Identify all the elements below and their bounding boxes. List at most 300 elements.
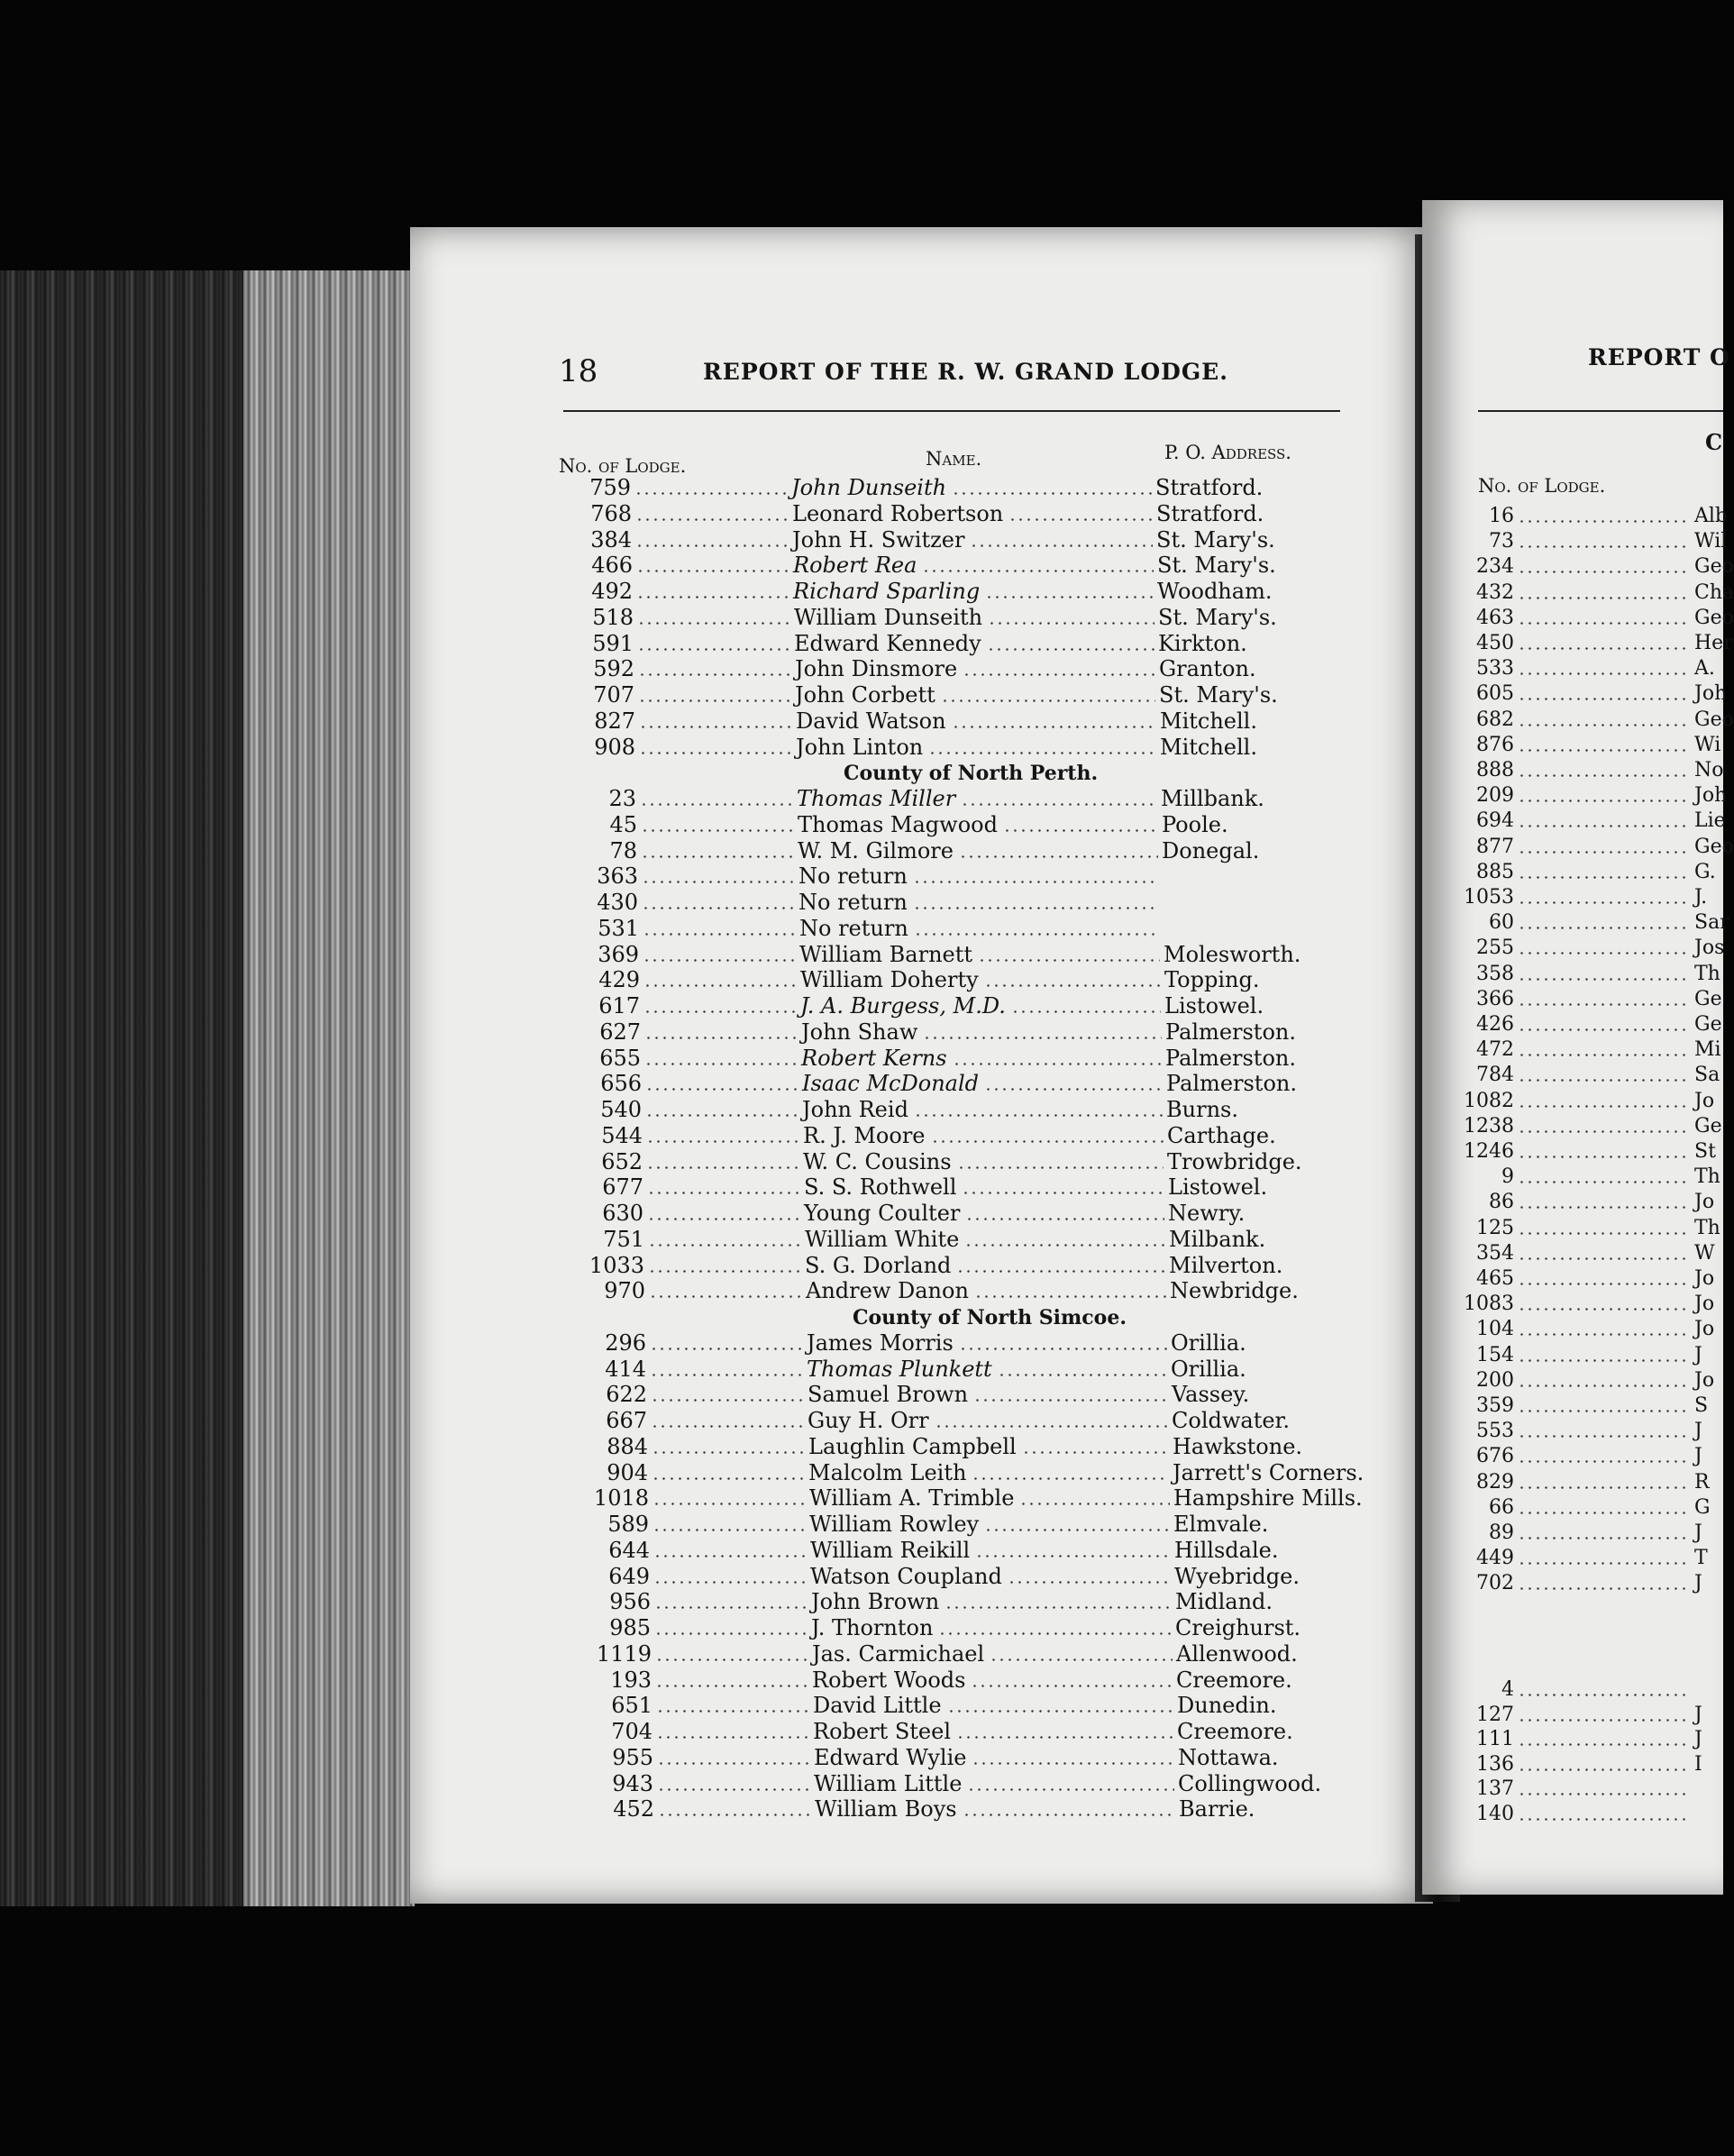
post-office-address: Trowbridge. — [1167, 1148, 1302, 1174]
facing-running-title: REPORT O — [1588, 344, 1730, 370]
facing-member-name: Wil — [1694, 530, 1728, 553]
lodge-entry — [569, 1046, 1416, 1071]
facing-lodge-entry — [1451, 1293, 1723, 1316]
dot-leader — [953, 1063, 1162, 1065]
facing-member-name: Sa — [1694, 1064, 1720, 1087]
facing-lodge-number: 358 — [1476, 962, 1514, 985]
facing-member-name: J — [1694, 1445, 1702, 1468]
facing-member-name: Jo — [1694, 1267, 1715, 1290]
lodge-number: 622 — [606, 1382, 647, 1408]
facing-lodge-number: 450 — [1476, 632, 1514, 654]
member-name: Thomas Plunkett — [807, 1356, 992, 1382]
facing-lodge-number: 682 — [1476, 708, 1514, 731]
lodge-number: 827 — [594, 708, 635, 734]
facing-member-name: St — [1694, 1140, 1716, 1163]
lodge-number: 630 — [602, 1201, 643, 1226]
dot-leader — [935, 1425, 1168, 1428]
facing-member-name: Cha — [1694, 580, 1734, 604]
lodge-number: 369 — [598, 941, 639, 967]
dot-leader — [654, 1606, 808, 1609]
member-name: John Linton — [796, 734, 924, 760]
lodge-entry — [572, 1227, 1419, 1252]
dot-leader — [1518, 1512, 1691, 1514]
dot-leader — [1518, 1257, 1691, 1260]
facing-lodge-number: 16 — [1489, 505, 1514, 527]
lodge-number: 985 — [609, 1615, 651, 1640]
lodge-number: 296 — [605, 1329, 646, 1356]
dot-leader — [984, 1529, 1170, 1531]
dot-leader — [990, 1658, 1173, 1661]
facing-lodge-number: 694 — [1476, 809, 1514, 833]
post-office-address: Milverton. — [1169, 1252, 1283, 1278]
dot-leader — [1518, 825, 1691, 827]
lodge-number: 1033 — [589, 1252, 644, 1278]
dot-leader — [650, 1348, 803, 1350]
lodge-entry — [563, 708, 1410, 734]
lodge-entry — [566, 863, 1413, 889]
dot-leader — [643, 1010, 797, 1013]
member-name: William Dunseith — [794, 604, 983, 630]
facing-lodge-entry — [1451, 632, 1733, 655]
facing-member-name: Joh — [1694, 784, 1728, 808]
facing-member-name: Geo — [1694, 835, 1734, 858]
facing-header-rule — [1478, 410, 1723, 412]
dot-leader — [1019, 1503, 1170, 1505]
facing-lodge-entry — [1451, 1242, 1723, 1265]
facing-lodge-entry — [1451, 657, 1723, 681]
lodge-number: 592 — [593, 656, 634, 682]
facing-lodge-number: 1083 — [1464, 1293, 1514, 1316]
facing-lodge-number: 359 — [1476, 1394, 1514, 1417]
post-office-address: Milbank. — [1169, 1226, 1266, 1252]
dot-leader — [1518, 1130, 1691, 1133]
facing-lodge-entry — [1451, 1267, 1723, 1291]
dot-leader — [634, 492, 788, 495]
facing-member-name: A. — [1694, 657, 1715, 681]
dot-leader — [638, 673, 791, 676]
member-name: William White — [805, 1226, 960, 1252]
lodge-entry — [570, 1123, 1418, 1148]
facing-lodge-entry — [1451, 1753, 1723, 1777]
member-name: John H. Switzer — [792, 526, 965, 553]
lodge-number: 651 — [611, 1693, 653, 1719]
dot-leader — [1518, 1587, 1691, 1590]
lodge-number: 667 — [606, 1408, 647, 1433]
facing-lodge-entry — [1451, 1344, 1723, 1367]
dot-leader — [1008, 518, 1153, 521]
member-name: Malcolm Leith — [808, 1459, 967, 1485]
dot-leader — [972, 1762, 1174, 1765]
facing-member-name: T — [1694, 1547, 1708, 1570]
member-name: Thomas Magwood — [798, 811, 998, 837]
lodge-entry — [568, 967, 1415, 992]
dot-leader — [1518, 1768, 1691, 1771]
lodge-entry — [577, 1512, 1424, 1537]
member-name: J. Thornton — [811, 1615, 934, 1640]
dot-leader — [1518, 1410, 1691, 1412]
facing-lodge-number: 154 — [1476, 1343, 1514, 1366]
dot-leader — [959, 855, 1158, 858]
dot-leader — [947, 1710, 1173, 1713]
facing-lodge-entry — [1451, 1572, 1723, 1595]
facing-lodge-entry — [1451, 809, 1726, 833]
dot-leader — [984, 1088, 1163, 1091]
dot-leader — [965, 1218, 1164, 1220]
dot-leader — [963, 1813, 1175, 1816]
dot-leader — [1518, 1460, 1691, 1463]
facing-lodge-entry — [1451, 835, 1734, 859]
facing-lodge-number: 877 — [1476, 835, 1514, 858]
facing-member-name: W — [1694, 1241, 1715, 1265]
post-office-address: Midland. — [1175, 1589, 1273, 1615]
dot-leader — [653, 1581, 807, 1584]
member-name: Robert Woods — [812, 1667, 966, 1693]
lodge-number: 193 — [610, 1667, 652, 1693]
lodge-entry — [567, 942, 1414, 967]
dot-leader — [637, 622, 790, 625]
facing-member-name: Geo — [1694, 606, 1734, 629]
member-name: Laughlin Campbell — [808, 1433, 1017, 1459]
lodge-entry — [564, 786, 1411, 811]
dot-leader — [956, 1270, 1165, 1273]
facing-lodge-number: 876 — [1476, 733, 1514, 756]
post-office-address: Newbridge. — [1170, 1278, 1299, 1304]
member-name: S. S. Rothwell — [804, 1174, 957, 1201]
dot-leader — [963, 673, 1155, 676]
facing-lodge-number: 432 — [1476, 580, 1514, 604]
dot-leader — [1518, 1283, 1691, 1285]
post-office-address: Collingwood. — [1178, 1770, 1322, 1796]
facing-lodge-number: 885 — [1476, 860, 1514, 883]
post-office-address: Woodham. — [1157, 579, 1273, 604]
facing-lodge-entry — [1451, 1803, 1723, 1826]
member-name: James Morris — [807, 1329, 954, 1356]
facing-lodge-number: 784 — [1476, 1064, 1514, 1087]
post-office-address: Coldwater. — [1172, 1408, 1291, 1433]
dot-leader — [1518, 597, 1691, 599]
lodge-number: 45 — [609, 811, 637, 837]
facing-lodge-entry — [1451, 1318, 1723, 1341]
dot-leader — [1518, 1818, 1691, 1821]
dot-leader — [971, 1685, 1173, 1687]
dot-leader — [922, 570, 1154, 572]
dot-leader — [654, 1632, 808, 1635]
facing-member-name: Ge — [1694, 987, 1722, 1010]
lodge-number: 970 — [604, 1278, 645, 1304]
facing-lodge-entry — [1451, 1496, 1723, 1520]
dot-leader — [1518, 1156, 1691, 1158]
dot-leader — [1518, 724, 1691, 726]
lodge-number: 768 — [590, 500, 632, 526]
dot-leader — [913, 907, 1159, 909]
lodge-entry — [567, 916, 1414, 941]
post-office-address: Topping. — [1164, 967, 1260, 993]
member-name: Thomas Miller — [797, 786, 956, 811]
facing-member-name: J — [1694, 1420, 1702, 1443]
facing-member-name: Sar — [1694, 911, 1729, 935]
member-name: Andrew Danon — [806, 1278, 969, 1304]
post-office-address: Jarrett's Corners. — [1173, 1459, 1364, 1485]
facing-lodge-entry — [1451, 963, 1723, 986]
lodge-entry — [565, 838, 1412, 863]
lodge-entry — [571, 1201, 1419, 1226]
facing-member-name: S — [1694, 1394, 1709, 1417]
lodge-number: 908 — [594, 734, 635, 760]
facing-member-name: Joh — [1694, 682, 1728, 706]
dot-leader — [644, 1063, 798, 1065]
dot-leader — [1518, 1079, 1691, 1082]
member-name: Isaac McDonald — [802, 1071, 979, 1097]
dot-leader — [1518, 952, 1691, 955]
member-name: John Brown — [811, 1589, 940, 1615]
facing-lodge-number: 111 — [1476, 1728, 1514, 1750]
facing-lodge-number: 366 — [1476, 987, 1514, 1010]
lodge-number: 589 — [607, 1512, 649, 1537]
post-office-address: Listowel. — [1164, 993, 1264, 1019]
dot-leader — [962, 1192, 1164, 1194]
lodge-number: 617 — [598, 993, 640, 1019]
facing-lodge-entry — [1451, 555, 1734, 579]
facing-member-name: J — [1694, 1703, 1702, 1726]
post-office-address: Orillia. — [1171, 1356, 1246, 1382]
lodge-entry — [581, 1771, 1428, 1796]
post-office-address: Burns. — [1166, 1097, 1238, 1122]
dot-leader — [1518, 1359, 1691, 1362]
facing-lodge-number: 104 — [1476, 1318, 1514, 1341]
running-title: REPORT OF THE R. W. GRAND LODGE. — [703, 359, 1228, 385]
dot-leader — [636, 570, 789, 572]
facing-lodge-entry — [1451, 1064, 1723, 1087]
facing-lodge-entry — [1451, 936, 1723, 960]
county-heading: County of North Simcoe. — [853, 1306, 1127, 1329]
dot-leader — [636, 596, 789, 598]
member-name: W. M. Gilmore — [798, 837, 954, 863]
dot-leader — [1518, 978, 1691, 981]
facing-lodge-number: 426 — [1476, 1013, 1514, 1036]
dot-leader — [998, 1374, 1167, 1376]
dot-leader — [647, 1218, 800, 1220]
dot-leader — [642, 881, 795, 883]
dot-leader — [923, 1037, 1162, 1039]
facing-member-name: J — [1694, 1728, 1702, 1750]
dot-leader — [938, 1632, 1172, 1635]
facing-lodge-entry — [1451, 606, 1734, 630]
lodge-entry — [574, 1357, 1421, 1382]
lodge-number: 644 — [608, 1537, 650, 1563]
member-name: William Reikill — [810, 1537, 971, 1563]
dot-leader — [1518, 927, 1691, 929]
dot-leader — [956, 1736, 1173, 1739]
county-heading: County of North Perth. — [844, 762, 1099, 786]
dot-leader — [952, 492, 1152, 495]
member-name: John Dunseith — [791, 475, 947, 500]
facing-lodge-entry — [1451, 1547, 1723, 1570]
facing-lodge-number: 676 — [1476, 1445, 1514, 1468]
dot-leader — [645, 1114, 799, 1117]
lodge-entry — [571, 1174, 1419, 1200]
post-office-address: Mitchell. — [1160, 734, 1257, 760]
facing-member-name: Jo — [1694, 1318, 1715, 1341]
lodge-number: 704 — [611, 1719, 653, 1744]
facing-lodge-entry — [1451, 911, 1729, 935]
dot-leader — [941, 699, 1155, 702]
post-office-address: Palmerston. — [1165, 1019, 1296, 1045]
book-page-edges — [0, 270, 415, 1906]
facing-lodge-entry — [1451, 861, 1723, 884]
dot-leader — [1518, 876, 1691, 879]
dot-leader — [648, 1244, 801, 1247]
facing-member-name: Geo — [1694, 555, 1734, 579]
dot-leader — [1518, 799, 1691, 802]
dot-leader — [647, 1192, 800, 1194]
lodge-number: 78 — [609, 837, 637, 863]
post-office-address: Listowel. — [1168, 1174, 1268, 1201]
facing-member-name: Alb — [1694, 505, 1729, 527]
page-number: 18 — [559, 353, 598, 389]
lodge-number: 655 — [599, 1045, 641, 1071]
member-name: John Reid — [802, 1097, 908, 1122]
facing-lodge-entry — [1451, 505, 1729, 528]
dot-leader — [914, 933, 1160, 936]
dot-leader — [1518, 1694, 1691, 1696]
member-name: Robert Kerns — [801, 1045, 947, 1071]
facing-member-name: Th — [1694, 1216, 1720, 1239]
facing-lodge-entry — [1451, 1521, 1723, 1545]
facing-lodge-number: 1082 — [1464, 1089, 1514, 1112]
facing-lodge-number: 66 — [1489, 1495, 1514, 1519]
facing-lodge-entry — [1451, 734, 1723, 757]
dot-leader — [656, 1710, 809, 1713]
member-name: David Little — [813, 1693, 942, 1719]
facing-lodge-entry — [1451, 988, 1723, 1011]
facing-lodge-entry — [1451, 1369, 1723, 1393]
facing-lodge-number: 255 — [1476, 936, 1514, 960]
facing-member-name: Ge — [1694, 1114, 1722, 1137]
lodge-entry — [559, 475, 1406, 500]
facing-lodge-entry — [1451, 1704, 1723, 1727]
facing-member-name: Th — [1694, 1165, 1720, 1189]
dot-leader — [1518, 1054, 1691, 1056]
dot-leader — [1518, 1384, 1691, 1387]
lodge-number: 518 — [592, 604, 634, 630]
dot-leader — [651, 1425, 804, 1428]
dot-leader — [967, 1788, 1174, 1791]
dot-leader — [1518, 1028, 1691, 1031]
lodge-entry — [579, 1589, 1426, 1614]
lodge-entry — [570, 1071, 1417, 1096]
facing-lodge-number: 89 — [1489, 1521, 1514, 1544]
dot-leader — [657, 1788, 810, 1791]
dot-leader — [1011, 1010, 1161, 1013]
lodge-number: 492 — [591, 579, 633, 604]
lodge-number: 531 — [598, 915, 639, 941]
facing-member-name: Ge — [1694, 1013, 1722, 1036]
dot-leader — [972, 1477, 1169, 1480]
dot-leader — [642, 907, 795, 909]
facing-lodge-entry — [1451, 708, 1734, 732]
dot-leader — [1518, 901, 1691, 904]
dot-leader — [959, 1348, 1167, 1350]
facing-lodge-number: 1246 — [1464, 1140, 1514, 1163]
post-office-address: St. Mary's. — [1159, 682, 1278, 708]
dot-leader — [984, 984, 1161, 987]
dot-leader — [635, 518, 789, 521]
facing-lodge-number: 73 — [1489, 530, 1514, 553]
lodge-number: 656 — [600, 1071, 642, 1097]
lodge-number: 1018 — [593, 1485, 649, 1512]
dot-leader — [978, 959, 1160, 962]
lodge-entry — [581, 1745, 1428, 1770]
page-header — [559, 353, 1343, 389]
dot-leader — [928, 752, 1156, 754]
dot-leader — [640, 803, 793, 806]
lodge-number: 943 — [612, 1770, 653, 1796]
facing-member-name: J. — [1694, 886, 1708, 909]
post-office-address: Palmerston. — [1166, 1071, 1297, 1097]
dot-leader — [1518, 698, 1691, 700]
dot-leader — [1518, 571, 1691, 573]
facing-member-name: G. — [1694, 860, 1716, 883]
dot-leader — [985, 596, 1154, 598]
dot-leader — [1518, 851, 1691, 854]
post-office-address: Millbank. — [1161, 786, 1264, 811]
facing-member-name: No — [1694, 759, 1724, 781]
dot-leader — [1518, 1181, 1691, 1183]
lodge-entry — [575, 1382, 1422, 1407]
dot-leader — [650, 1374, 803, 1376]
dot-leader — [1518, 749, 1691, 752]
dot-leader — [638, 699, 791, 702]
dot-leader — [1518, 1003, 1691, 1006]
facing-lodge-entry — [1451, 1191, 1723, 1214]
lodge-number: 544 — [601, 1122, 643, 1148]
lodge-entry — [574, 1330, 1421, 1356]
post-office-address: St. Mary's. — [1158, 604, 1277, 630]
facing-lodge-entry — [1451, 1090, 1723, 1113]
lodge-number: 707 — [593, 682, 634, 708]
dot-leader — [1518, 1206, 1691, 1209]
facing-lodge-entry — [1451, 1777, 1723, 1801]
dot-leader — [1518, 672, 1691, 675]
lodge-entry — [572, 1253, 1419, 1278]
lodge-number: 956 — [609, 1589, 651, 1615]
facing-column-header: No. of Lodge. — [1478, 475, 1606, 497]
facing-lodge-entry — [1451, 1678, 1723, 1702]
dot-leader — [646, 1140, 799, 1143]
lodge-number: 1119 — [596, 1640, 652, 1667]
post-office-address: Wyebridge. — [1174, 1563, 1300, 1589]
facing-member-name: Th — [1694, 962, 1720, 985]
facing-member-name: Jo — [1694, 1293, 1715, 1316]
member-name: David Watson — [796, 708, 946, 734]
lodge-entry — [570, 1097, 1417, 1122]
post-office-address: Allenwood. — [1176, 1640, 1298, 1667]
facing-member-name: R — [1694, 1470, 1710, 1494]
facing-member-name: Lie — [1694, 809, 1726, 833]
lodge-number: 652 — [601, 1148, 643, 1174]
lodge-entry — [570, 1149, 1418, 1174]
post-office-address: Newry. — [1168, 1201, 1246, 1226]
dot-leader — [639, 726, 792, 728]
post-office-address: Vassey. — [1172, 1382, 1250, 1408]
dot-leader — [635, 544, 789, 547]
dot-leader — [1518, 647, 1691, 650]
lodge-number: 904 — [607, 1459, 648, 1485]
member-name: John Corbett — [795, 682, 935, 708]
dot-leader — [964, 1244, 1165, 1247]
member-name: No return — [799, 915, 908, 941]
dot-leader — [652, 1477, 805, 1480]
